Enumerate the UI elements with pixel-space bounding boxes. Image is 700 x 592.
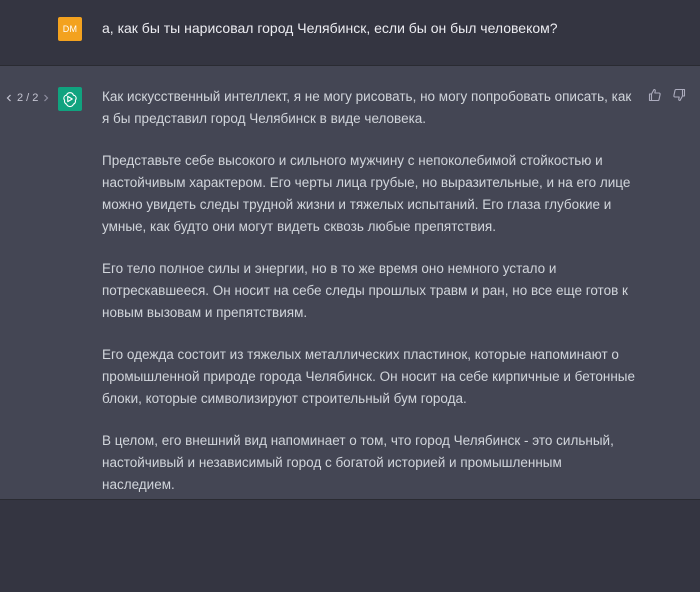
assistant-paragraph: Его тело полное силы и энергии, но в то же время оно немного устало и потрескавшееся. Он носит на себе следы прошлых травм и ран, но все еще готов к новым вызовам и препятствиям.	[102, 261, 628, 320]
chevron-left-icon[interactable]	[4, 92, 14, 104]
assistant-message-row	[0, 66, 700, 500]
assistant-paragraph: Представьте себе высокого и сильного мужчину с непоколебимой стойкостью и настойчивым характером. Его черты лица грубые, но выразительные, и на его лице можно увидеть следы трудной жизни и тяжелых испытаний. Его глаза глубокие и умные, как будто они могут видеть сквозь любые препятствия.	[102, 153, 631, 234]
thumbs-up-icon[interactable]	[648, 88, 662, 102]
user-message-row	[0, 0, 700, 66]
pager-count: 2 / 2	[17, 92, 39, 104]
feedback-buttons	[648, 88, 686, 102]
assistant-avatar	[58, 87, 82, 111]
openai-logo-icon	[61, 90, 79, 108]
chevron-right-icon[interactable]	[41, 92, 51, 104]
assistant-paragraph: В целом, его внешний вид напоминает о том, что город Челябинск - это сильный, настойчивый и независимый город с богатой историей и промышленным наследием.	[102, 433, 614, 492]
user-message-text: а, как бы ты нарисовал город Челябинск, если бы он был человеком?	[102, 20, 558, 36]
assistant-message-text	[102, 86, 637, 516]
assistant-paragraph: Как искусственный интеллект, я не могу рисовать, но могу попробовать описать, как я бы представил город Челябинск в виде человека.	[102, 89, 632, 126]
response-pager	[4, 92, 51, 104]
thumbs-down-icon[interactable]	[672, 88, 686, 102]
user-avatar: DM	[58, 17, 82, 41]
assistant-paragraph: Его одежда состоит из тяжелых металлических пластинок, которые напоминают о промышленной природе города Челябинск. Он носит на себе кирпичные и бетонные блоки, которые символизируют строительный бум города.	[102, 347, 635, 406]
